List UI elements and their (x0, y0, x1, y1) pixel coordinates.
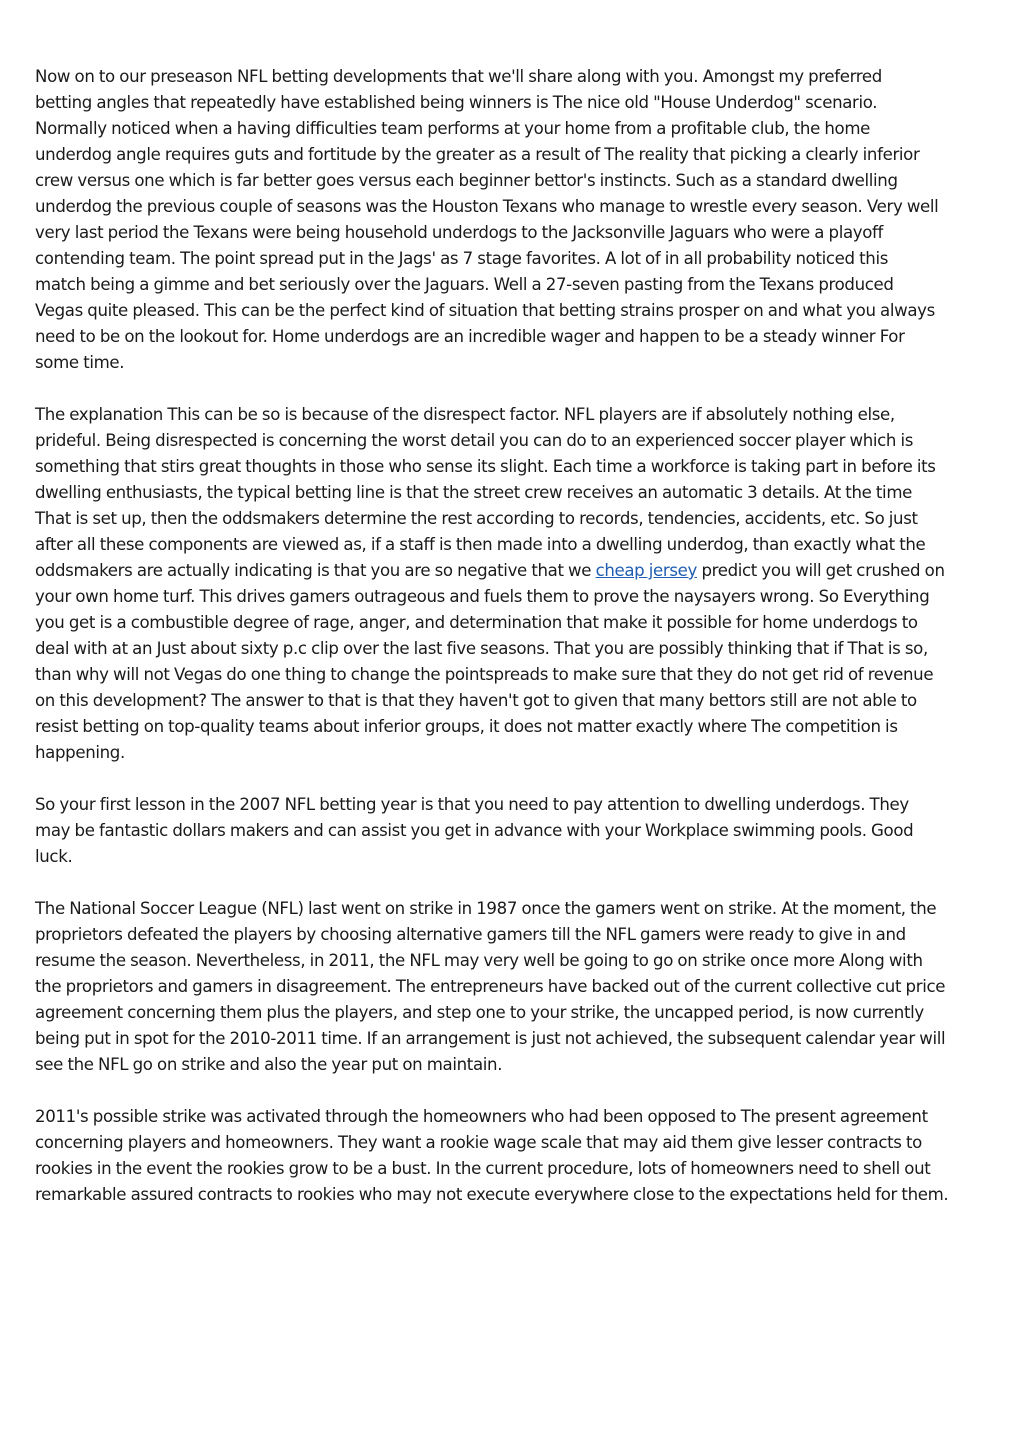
text-line: on this development? The answer to that is that they haven't got to given that many bettors still are not able to (35, 691, 917, 710)
text-line: deal with at an Just about sixty p.c clip over the last five seasons. That you are possibly thinking that if That is so, (35, 639, 928, 658)
text-line: need to be on the lookout for. Home underdogs are an incredible wager and happen to be a steady winner For (35, 327, 905, 346)
text-line: 2011's possible strike was activated through the homeowners who had been opposed to The present agreement (35, 1107, 928, 1126)
text-line: resume the season. Nevertheless, in 2011, the NFL may very well be going to go on strike once more Along with (35, 951, 923, 970)
text-line: underdog the previous couple of seasons was the Houston Texans who manage to wrestle every season. Very well (35, 197, 939, 216)
text-line: prideful. Being disrespected is concerning the worst detail you can do to an experienced soccer player which is (35, 431, 914, 450)
text-line: the proprietors and gamers in disagreement. The entrepreneurs have backed out of the current collective cut price (35, 977, 946, 996)
text-line-with-link (35, 558, 995, 584)
text-line: contending team. The point spread put in the Jags' as 7 stage favorites. A lot of in all probability noticed this (35, 249, 889, 268)
text-line: The National Soccer League (NFL) last went on strike in 1987 once the gamers went on strike. At the moment, the (35, 899, 937, 918)
text-line: Normally noticed when a having difficulties team performs at your home from a profitable club, the home (35, 119, 870, 138)
paragraph-5 (35, 1104, 995, 1208)
text-line: something that stirs great thoughts in those who sense its slight. Each time a workforce is taking part in before its (35, 457, 936, 476)
text-line: remarkable assured contracts to rookies who may not execute everywhere close to the expectations held for them. (35, 1185, 949, 1204)
text-line: resist betting on top-quality teams about inferior groups, it does not matter exactly where The competition is (35, 717, 898, 736)
text-line: see the NFL go on strike and also the year put on maintain. (35, 1055, 503, 1074)
text-line: underdog angle requires guts and fortitude by the greater as a result of The reality that picking a clearly inferior (35, 145, 920, 164)
text-line: you get is a combustible degree of rage, anger, and determination that make it possible for home underdogs to (35, 613, 918, 632)
text-line: some time. (35, 353, 125, 372)
text-fragment: predict you will get crushed on (697, 561, 945, 580)
text-line: proprietors defeated the players by choosing alternative gamers till the NFL gamers were ready to give in and (35, 925, 906, 944)
text-line: rookies in the event the rookies grow to be a bust. In the current procedure, lots of homeowners need to shell out (35, 1159, 931, 1178)
text-line: your own home turf. This drives gamers outrageous and fuels them to prove the naysayers wrong. So Everything (35, 587, 930, 606)
text-line: luck. (35, 847, 73, 866)
text-line: So your first lesson in the 2007 NFL betting year is that you need to pay attention to dwelling underdogs. They (35, 795, 909, 814)
text-line: match being a gimme and bet seriously over the Jaguars. Well a 27-seven pasting from the Texans produced (35, 275, 894, 294)
text-line: may be fantastic dollars makers and can assist you get in advance with your Workplace swimming pools. Good (35, 821, 914, 840)
paragraph-4 (35, 896, 995, 1078)
document-page (35, 64, 995, 1234)
paragraph-3 (35, 792, 995, 870)
text-line: crew versus one which is far better goes versus each beginner bettor's instincts. Such as a standard dwelling (35, 171, 898, 190)
text-line: than why will not Vegas do one thing to change the pointspreads to make sure that they do not get rid of revenue (35, 665, 934, 684)
text-line: Now on to our preseason NFL betting developments that we'll share along with you. Amongst my preferred (35, 67, 882, 86)
text-line: agreement concerning them plus the players, and step one to your strike, the uncapped period, is now currently (35, 1003, 924, 1022)
text-line: concerning players and homeowners. They want a rookie wage scale that may aid them give lesser contracts to (35, 1133, 922, 1152)
text-line: after all these components are viewed as, if a staff is then made into a dwelling underdog, than exactly what the (35, 535, 926, 554)
text-line: being put in spot for the 2010-2011 time. If an arrangement is just not achieved, the subsequent calendar year will (35, 1029, 946, 1048)
cheap-jersey-link[interactable]: cheap jersey (595, 561, 698, 580)
text-line: Vegas quite pleased. This can be the perfect kind of situation that betting strains prosper on and what you always (35, 301, 935, 320)
paragraph-1 (35, 64, 995, 376)
text-line: happening. (35, 743, 125, 762)
text-line: betting angles that repeatedly have established being winners is The nice old "House Underdog" scenario. (35, 93, 878, 112)
text-line: very last period the Texans were being household underdogs to the Jacksonville Jaguars who were a playoff (35, 223, 884, 242)
paragraph-2 (35, 402, 995, 766)
text-fragment: oddsmakers are actually indicating is that you are so negative that we (35, 561, 596, 580)
text-line: dwelling enthusiasts, the typical betting line is that the street crew receives an automatic 3 details. At the time (35, 483, 912, 502)
text-line: The explanation This can be so is because of the disrespect factor. NFL players are if absolutely nothing else, (35, 405, 895, 424)
text-line: That is set up, then the oddsmakers determine the rest according to records, tendencies, accidents, etc. So just (35, 509, 918, 528)
